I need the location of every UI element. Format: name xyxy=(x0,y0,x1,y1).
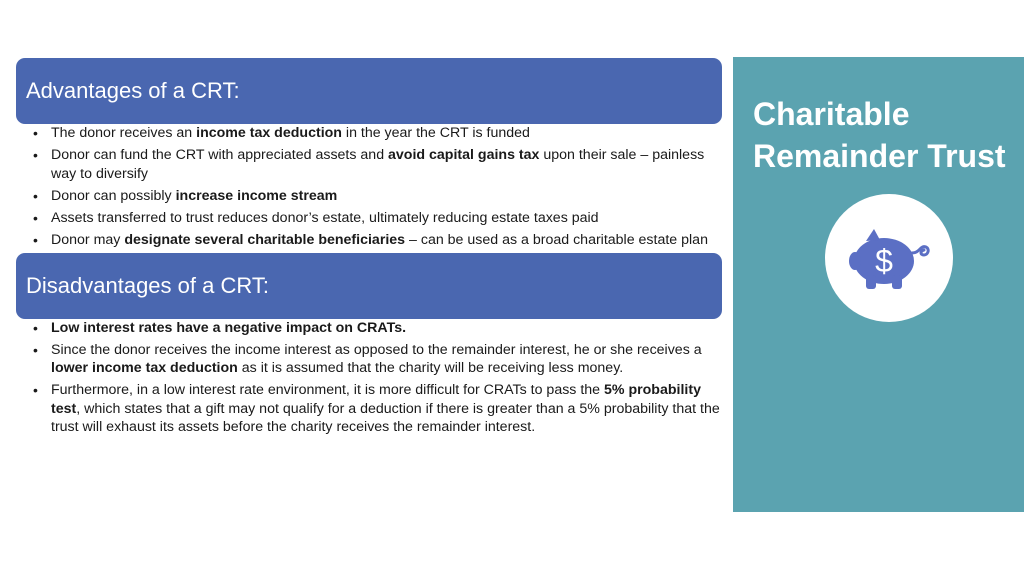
panel-title-line-2: Remainder Trust xyxy=(753,138,1006,174)
advantages-bullet-text: Donor may xyxy=(51,231,125,248)
disadvantages-heading: Disadvantages of a CRT: xyxy=(26,272,269,298)
disadvantages-bullet-text: Low interest rates have a negative impact on CRATs. xyxy=(51,319,407,336)
advantages-list xyxy=(16,124,722,249)
disadvantages-bullet-text: Furthermore, in a low interest rate environment, it is more difficult for CRATs to pass the xyxy=(51,382,604,398)
advantages-bullet-item xyxy=(16,209,722,228)
title-panel xyxy=(733,57,1024,512)
disadvantages-header xyxy=(16,253,722,319)
piggy-bank-dollar-icon xyxy=(844,223,934,293)
advantages-bullet-item xyxy=(16,124,722,143)
advantages-bullet-text: increase income stream xyxy=(175,187,338,204)
disadvantages-bullet-item xyxy=(16,341,722,378)
disadvantages-bullet-item xyxy=(16,319,722,338)
advantages-bullet-text: upon their sale – painless way to diversify xyxy=(51,147,705,182)
advantages-bullet-text: Donor can possibly xyxy=(51,187,176,204)
advantages-header xyxy=(16,58,722,124)
advantages-bullet-text: Assets transferred to trust reduces donor’s estate, ultimately reducing estate taxes paid xyxy=(51,209,599,226)
disadvantages-list xyxy=(16,319,722,437)
advantages-bullet-text: income tax deduction xyxy=(196,125,342,141)
icon-circle xyxy=(825,194,953,322)
advantages-bullet-text: The donor receives an xyxy=(51,125,197,141)
disadvantages-bullet-text: , which states that a gift may not qualify for a deduction if there is greater than a 5% probability that the trust will exhaust its assets before the charity receives the remainder interest. xyxy=(51,400,720,435)
advantages-bullet-item xyxy=(16,187,722,206)
disadvantages-bullet-text: lower income tax deduction xyxy=(51,360,238,376)
disadvantages-bullet-text: 5% probability test xyxy=(51,382,701,417)
advantages-bullet-text: Donor can fund the CRT with appreciated assets and xyxy=(51,147,389,163)
advantages-heading: Advantages of a CRT: xyxy=(26,78,240,103)
advantages-bullet-text: in the year the CRT is funded xyxy=(341,125,530,141)
panel-title-line-1: Charitable xyxy=(753,96,910,132)
svg-text:$: $ xyxy=(875,243,893,279)
disadvantages-bullet-text: Since the donor receives the income interest as opposed to the remainder interest, he or she receives a xyxy=(51,341,702,358)
advantages-bullet-item xyxy=(16,231,722,250)
advantages-bullet-text: designate several charitable beneficiaries xyxy=(124,231,406,248)
content-column xyxy=(16,58,722,440)
panel-title xyxy=(753,93,1024,177)
advantages-bullet-text: avoid capital gains tax xyxy=(388,147,540,163)
disadvantages-bullet-item xyxy=(16,381,722,437)
disadvantages-bullet-text: as it is assumed that the charity will be receiving less money. xyxy=(237,360,624,376)
advantages-bullet-text: – can be used as a broad charitable estate plan xyxy=(405,231,708,248)
advantages-bullet-item xyxy=(16,146,722,183)
